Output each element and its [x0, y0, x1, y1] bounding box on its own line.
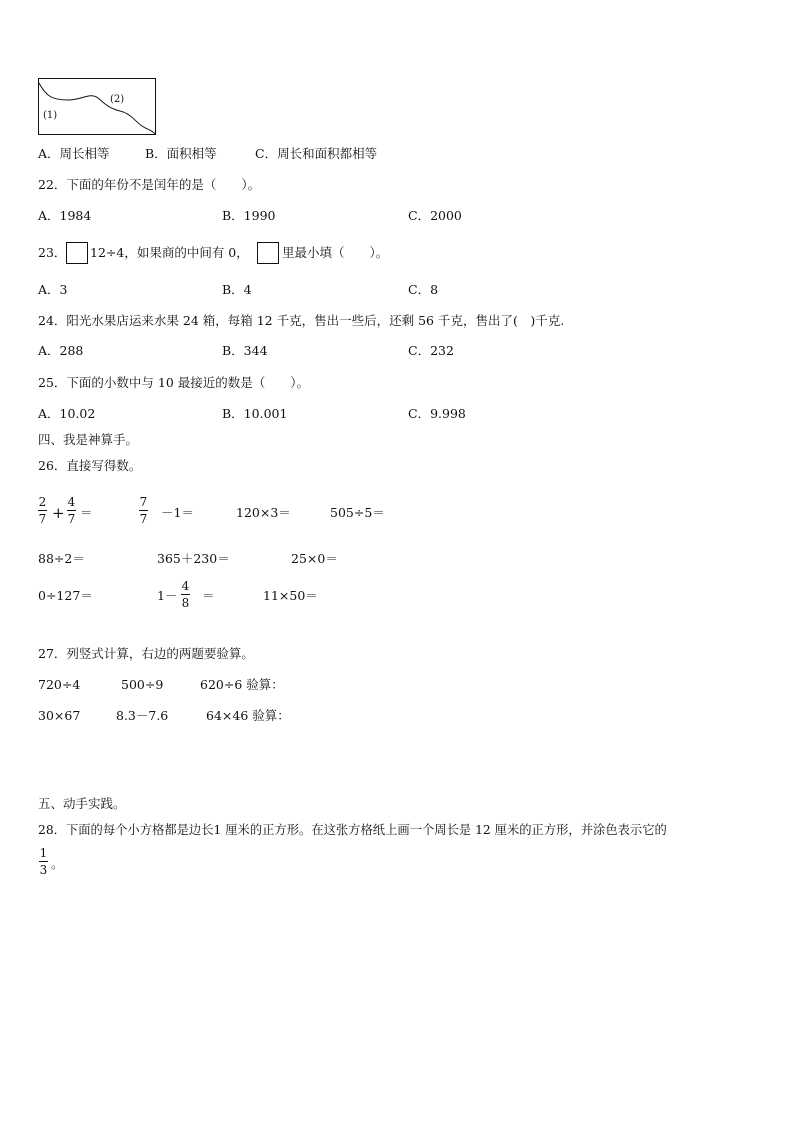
q23-text-part1: 12÷4，如果商的中间有 0， — [90, 245, 249, 260]
q26-r2-expr-1: 88÷2＝ — [38, 551, 85, 566]
q24-question: 24．阳光水果店运来水果 24 箱，每箱 12 千克，售出一些后，还剩 56 千克，售出了( )千克. — [38, 313, 565, 328]
q26-title: 26．直接写得数。 — [38, 458, 142, 473]
q23-option-a[interactable]: A．3 — [38, 282, 68, 297]
fraction-denominator: 3 — [39, 863, 48, 877]
q26-r2-expr-2: 365＋230＝ — [157, 551, 230, 566]
q27-title: 27．列竖式计算，右边的两题要验算。 — [38, 646, 254, 661]
figure-label-2: (2) — [110, 94, 125, 105]
q26-r1-minus-one: －1＝ — [161, 505, 194, 520]
q21-figure — [38, 78, 156, 135]
fraction-denominator: 8 — [181, 596, 190, 610]
fraction-numerator: 4 — [67, 495, 76, 509]
fraction-bar — [38, 510, 47, 511]
q27-r2-expr-2: 8.3－7.6 — [116, 708, 169, 723]
q23-option-b[interactable]: B．4 — [222, 282, 252, 297]
q25-option-a[interactable]: A．10.02 — [38, 406, 96, 421]
q23-blank-box-1 — [66, 242, 88, 264]
fraction-numerator: 2 — [38, 495, 47, 509]
q22-option-b[interactable]: B．1990 — [222, 208, 276, 223]
q26-r1-equals: ＝ — [80, 505, 93, 520]
q26-r3-fraction — [181, 580, 190, 609]
q26-r1-expr-4: 505÷5＝ — [330, 505, 385, 520]
q27-r1-expr-1: 720÷4 — [38, 677, 81, 692]
section4-title: 四、我是神算手。 — [38, 432, 139, 447]
q25-option-b[interactable]: B．10.001 — [222, 406, 288, 421]
fraction-bar — [181, 594, 190, 595]
q26-r1-fraction-2 — [67, 496, 76, 525]
q23-number: 23． — [38, 245, 67, 260]
q26-r1-plus: + — [52, 504, 65, 522]
q24-option-c[interactable]: C．232 — [408, 343, 454, 358]
fraction-bar — [39, 861, 48, 862]
q23-option-c[interactable]: C．8 — [408, 282, 439, 297]
q27-r1-expr-3: 620÷6 验算： — [200, 677, 284, 692]
q21-option-b[interactable]: B．面积相等 — [145, 146, 217, 161]
q28-end-punctuation: 。 — [51, 856, 64, 871]
q21-option-c[interactable]: C．周长和面积都相等 — [255, 146, 378, 161]
q26-r3-equals: ＝ — [202, 588, 215, 603]
divided-rectangle-figure — [38, 78, 156, 135]
q28-fraction — [39, 847, 48, 876]
fraction-bar — [67, 510, 76, 511]
q22-option-a[interactable]: A．1984 — [38, 208, 92, 223]
q28-question: 28．下面的每个小方格都是边长1 厘米的正方形。在这张方格纸上画一个周长是 12 厘米的正方形，并涂色表示它的 — [38, 823, 667, 837]
q26-r1-expr-3: 120×3＝ — [236, 505, 291, 520]
q25-question: 25．下面的小数中与 10 最接近的数是（ ）。 — [38, 375, 310, 390]
q21-option-a[interactable]: A．周长相等 — [38, 146, 110, 161]
q24-option-b[interactable]: B．344 — [222, 343, 268, 358]
fraction-numerator: 7 — [139, 495, 148, 509]
fraction-numerator: 1 — [39, 846, 48, 860]
fraction-bar — [139, 510, 148, 511]
q24-option-a[interactable]: A．288 — [38, 343, 84, 358]
q26-r3-expr-3: 11×50＝ — [263, 588, 318, 603]
q26-r1-fraction-1 — [38, 496, 47, 525]
figure-label-1: (1) — [43, 110, 58, 121]
fraction-numerator: 4 — [181, 579, 190, 593]
fraction-denominator: 7 — [139, 512, 148, 526]
q27-r2-expr-1: 30×67 — [38, 708, 81, 723]
fraction-denominator: 7 — [38, 512, 47, 526]
q22-question: 22．下面的年份不是闰年的是（ ）。 — [38, 177, 261, 192]
q27-r1-expr-2: 500÷9 — [121, 677, 164, 692]
q26-r3-expr-1: 0÷127＝ — [38, 588, 93, 603]
q23-blank-box-2 — [257, 242, 279, 264]
q23-text-part2: 里最小填（ ）。 — [282, 245, 389, 260]
q27-r2-expr-3: 64×46 验算： — [206, 708, 290, 723]
q22-option-c[interactable]: C．2000 — [408, 208, 462, 223]
q26-r2-expr-3: 25×0＝ — [291, 551, 338, 566]
q25-option-c[interactable]: C．9.998 — [408, 406, 466, 421]
fraction-denominator: 7 — [67, 512, 76, 526]
q26-r3-one-minus: 1－ — [157, 588, 178, 603]
section5-title: 五、动手实践。 — [38, 796, 126, 811]
q26-r1-fraction-3 — [139, 496, 148, 525]
